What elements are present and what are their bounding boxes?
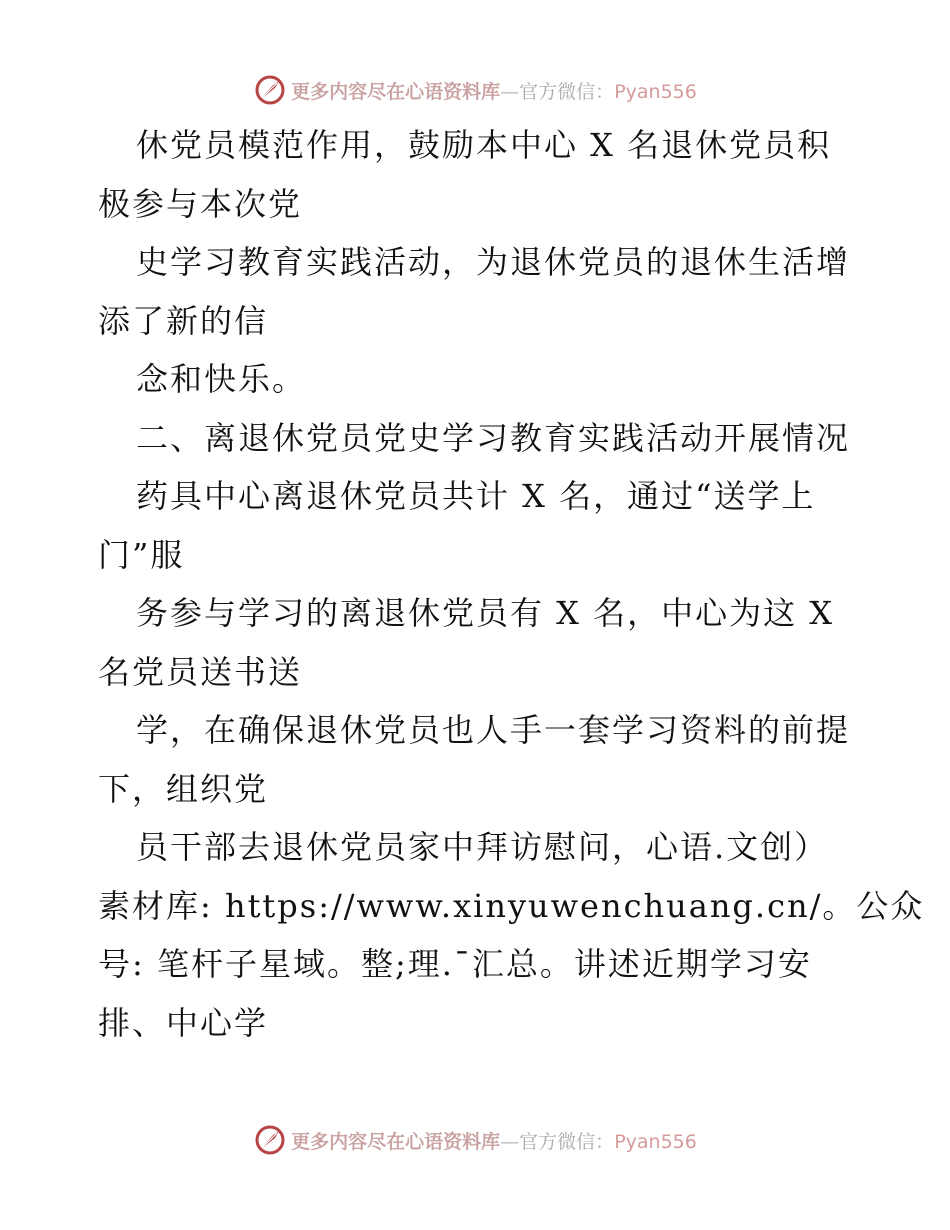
body-line: 极参与本次党 <box>98 184 303 223</box>
footer-banner <box>0 1122 950 1158</box>
body-line: 号: 笔杆子星域。整;理.¯汇总。讲述近期学习安 <box>98 945 812 983</box>
banner-wechat-label: 官方微信： <box>519 1130 615 1153</box>
body-line: 素材库: https://www.xinyuwenchuang.cn/。公众 <box>98 886 925 925</box>
quill-pen-logo-icon <box>253 1123 287 1157</box>
banner-text <box>291 1127 697 1154</box>
body-line: 排、中心学 <box>98 1003 269 1042</box>
body-line: 员干部去退休党员家中拜访慰问，心语.文创） <box>136 828 829 866</box>
body-line: 门”服 <box>98 535 185 574</box>
banner-wechat-id: Pyan556 <box>614 1130 697 1153</box>
banner-separator: — <box>500 80 520 103</box>
banner-text <box>291 77 697 104</box>
banner-main-text: 更多内容尽在心语资料库 <box>291 80 501 103</box>
document-body <box>98 116 925 1052</box>
section-heading: 二、离退休党员党史学习教育实践活动开展情况 <box>136 418 851 457</box>
header-banner <box>0 72 950 108</box>
body-line: 务参与学习的离退休党员有 X 名，中心为这 X <box>136 594 835 632</box>
body-line: 念和快乐。 <box>136 360 307 398</box>
quill-pen-logo-icon <box>253 73 287 107</box>
body-line: 下，组织党 <box>98 769 269 808</box>
body-line: 名党员送书送 <box>98 652 303 691</box>
banner-separator: — <box>500 1130 520 1153</box>
body-line: 休党员模范作用，鼓励本中心 X 名退休党员积 <box>136 126 832 164</box>
banner-wechat-label: 官方微信： <box>519 80 615 103</box>
banner-main-text: 更多内容尽在心语资料库 <box>291 1130 501 1153</box>
body-line: 史学习教育实践活动，为退休党员的退休生活增 <box>136 243 851 281</box>
body-line: 学，在确保退休党员也人手一套学习资料的前提 <box>136 711 851 749</box>
banner-wechat-id: Pyan556 <box>614 80 697 103</box>
body-line: 药具中心离退休党员共计 X 名，通过“送学上 <box>136 477 816 515</box>
body-line: 添了新的信 <box>98 301 269 340</box>
